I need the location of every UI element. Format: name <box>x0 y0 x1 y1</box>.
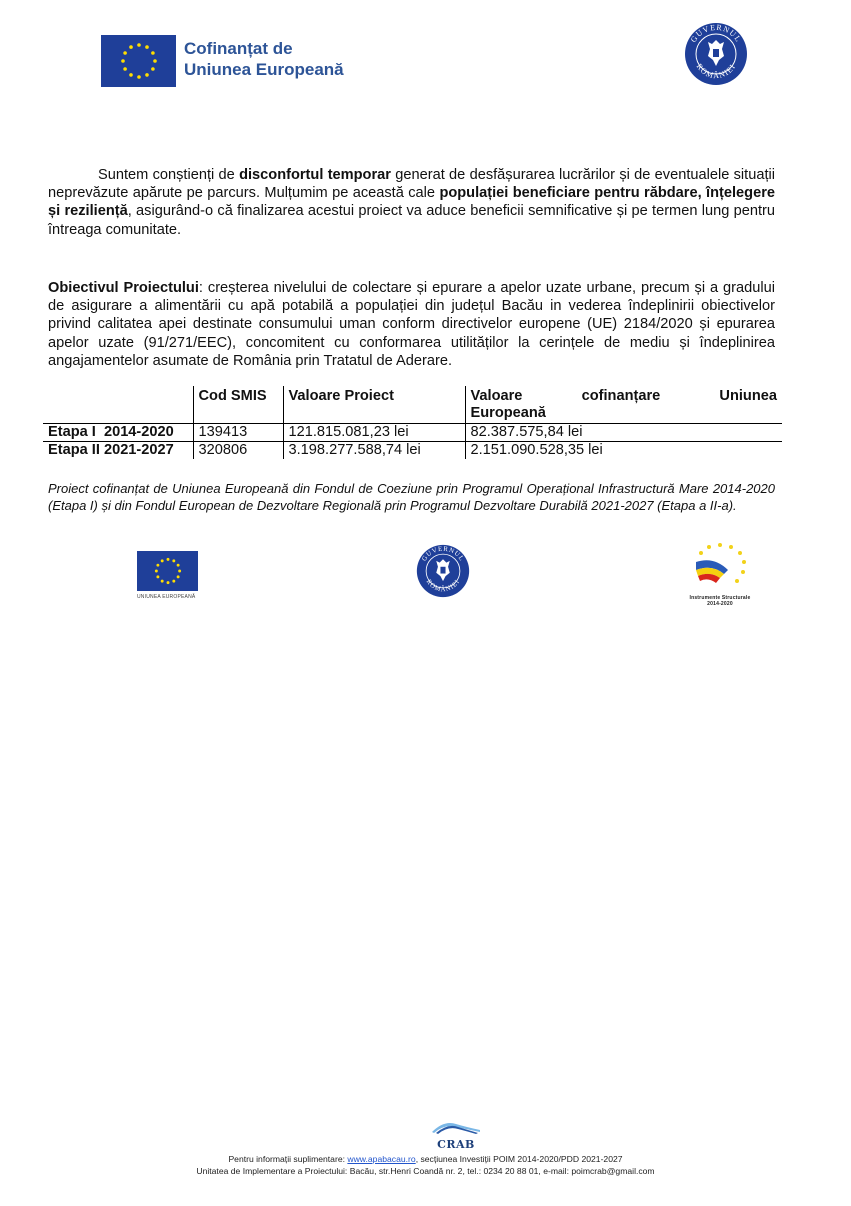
instrumente-caption-2: 2014-2020 <box>707 601 733 607</box>
footer-info <box>0 1154 851 1177</box>
funding-note: Proiect cofinanțat de Uniunea Europeană din Fondul de Coeziune prin Programul Operațional Infrastructură Mare 2014-2020 (Etapa I) și din Fondul European de Dezvoltare Regională prin Programul Dezvoltare Durabilă 2021-2027 (Etapa a II-a). <box>48 481 775 513</box>
row-valoare-ue: 2.151.090.528,35 lei <box>465 442 782 460</box>
emphasis-disconfort: disconfortul temporar <box>239 167 391 183</box>
emphasis-populatie: populației beneficiare pentru răbdare, înțelegere și reziliență <box>48 185 775 220</box>
header-cod-smis: Cod SMIS <box>193 386 283 424</box>
cofinantat-line2: Uniunea Europeană <box>184 60 344 79</box>
svg-text:GUVERNUL: GUVERNUL <box>420 545 466 563</box>
guvernul-romaniei-seal-icon <box>416 544 470 598</box>
table-row <box>43 442 782 460</box>
header-valoare-proiect: Valoare Proiect <box>283 386 465 424</box>
eu-flag-icon <box>101 35 176 87</box>
bottom-eu-logo <box>137 551 199 600</box>
crab-wave-icon <box>430 1118 482 1134</box>
objective-label: Obiectivul Proiectului <box>48 280 199 296</box>
instrumente-caption-1: Instrumente Structurale <box>689 595 751 601</box>
svg-text:ROMÂNIEI: ROMÂNIEI <box>694 62 738 81</box>
cofinantat-line1: Cofinanțat de <box>184 39 293 58</box>
crab-logo-text: CRAB <box>437 1138 475 1151</box>
row-valoare-proiect: 121.815.081,23 lei <box>283 424 465 442</box>
row-etapa: Etapa I 2014-2020 <box>43 424 193 442</box>
row-etapa: Etapa II 2021-2027 <box>43 442 193 460</box>
eu-caption: UNIUNEA EUROPEANĂ <box>137 594 196 600</box>
crab-logo <box>430 1118 482 1151</box>
apabacau-link[interactable]: www.apabacau.ro <box>347 1154 416 1164</box>
row-cod-smis: 139413 <box>193 424 283 442</box>
instrumente-structurale-logo <box>680 540 760 607</box>
instrumente-structurale-icon <box>680 540 760 590</box>
project-values-table <box>43 386 782 459</box>
header-valoare-ue: Valoare cofinanțare Uniunea Europeană <box>465 386 782 424</box>
svg-text:GUVERNUL: GUVERNUL <box>688 22 744 44</box>
intro-paragraph: Suntem conștienți de disconfortul temporar generat de desfășurarea lucrărilor și de eventualele situații neprevăzute apărute pe parcurs. Mulțumim pe această cale populației beneficiare pentru răbdare, înțelegere și reziliență, asigurând-o că finalizarea acestui proiect va aduce beneficii semnificative și pe termen lung pentru întreaga comunitate. <box>48 167 775 238</box>
table-header-row <box>43 386 782 424</box>
row-valoare-proiect: 3.198.277.588,74 lei <box>283 442 465 460</box>
row-valoare-ue: 82.387.575,84 lei <box>465 424 782 442</box>
eu-flag-icon <box>137 551 198 591</box>
footer-line-1: Pentru informații suplimentare: www.apabacau.ro, secțiunea Investiții POIM 2014-2020/PDD 2021-2027 <box>228 1154 623 1164</box>
guvernul-romaniei-seal-icon <box>684 22 748 86</box>
svg-text:ROMÂNIEI: ROMÂNIEI <box>424 578 462 594</box>
row-cod-smis: 320806 <box>193 442 283 460</box>
objective-paragraph: Obiectivul Proiectului: creșterea nivelului de colectare și epurare a apelor uzate urbane, precum și a gradului de asigurare a alimentării cu apă potabilă a populației din județul Bacău in vederea îndeplinirii obiectivelor privind calitatea apei destinate consumului uman conform directivelor europene (UE) 2184/2020 și epurarea apelor uzate (91/271/EEC), concomitent cu conformarea utilităților la cerințele de mediu și îndeplinirea angajamentelor asumate de România prin Tratatul de Aderare. <box>48 280 775 369</box>
table-row <box>43 424 782 442</box>
footer-line-2: Unitatea de Implementare a Proiectului: Bacău, str.Henri Coandă nr. 2, tel.: 0234 20 88 01, e-mail: poimcrab@gmail.com <box>196 1165 655 1176</box>
eu-cofinancing-logo <box>101 35 363 89</box>
header-empty <box>43 386 193 424</box>
